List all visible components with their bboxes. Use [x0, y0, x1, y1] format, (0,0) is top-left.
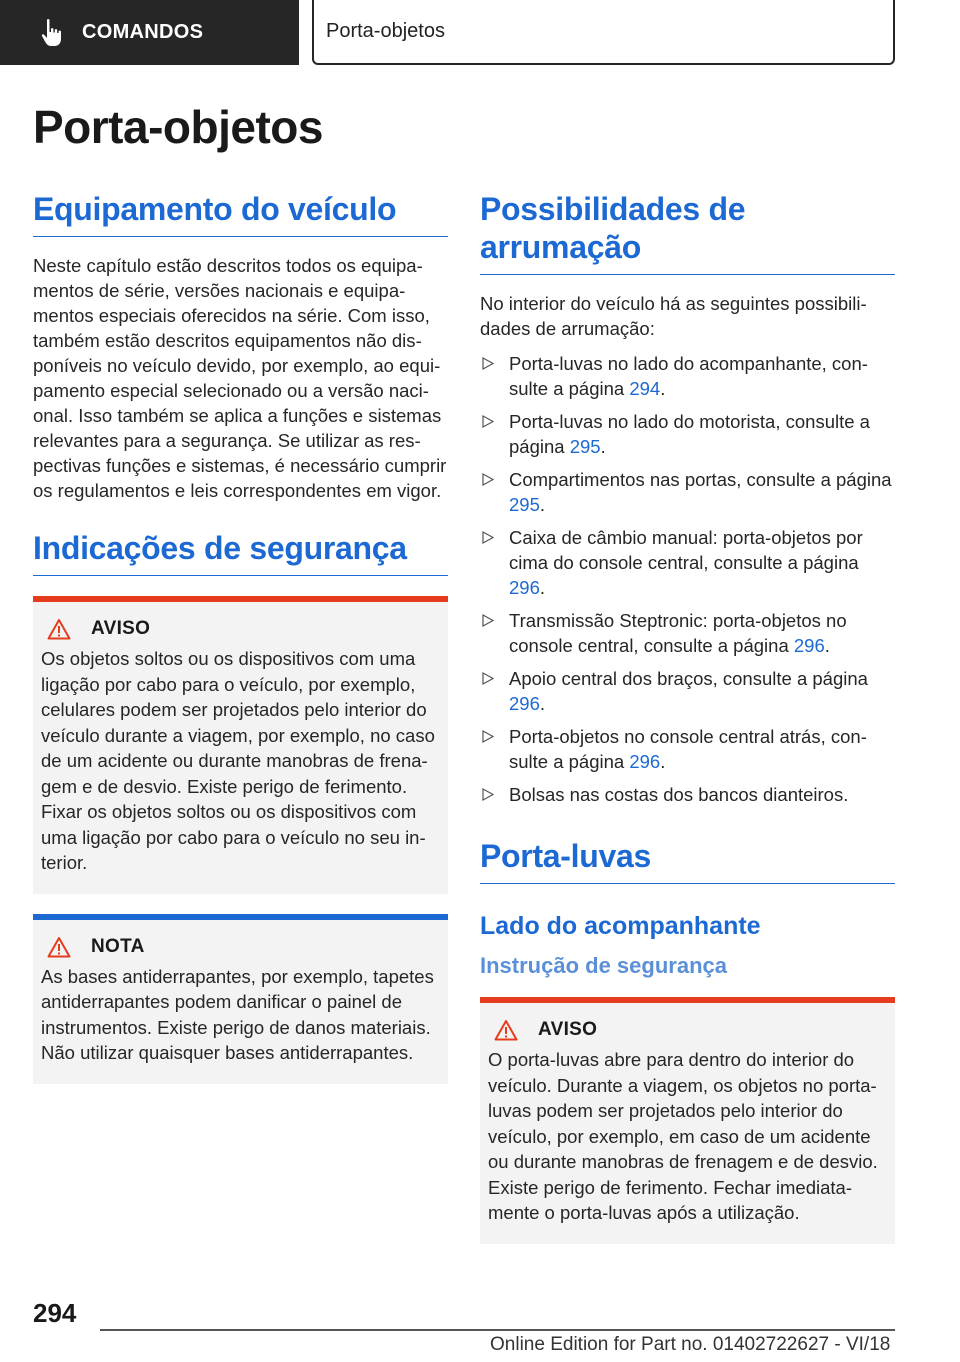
section-label: COMANDOS [82, 21, 204, 43]
list-item: Porta-objetos no console central atrás, consulte a página 296. [480, 724, 895, 774]
page-link[interactable]: 296 [509, 577, 540, 598]
note-text: As bases antiderrapantes, por exemplo, tapetes antiderrapantes podem danificar o painel de instrumentos. Existe perigo de danos materiais. Não utilizar quaisquer bases antiderrapantes. [41, 965, 434, 1063]
triangle-bullet-icon [482, 672, 494, 685]
triangle-bullet-icon [482, 730, 494, 743]
storage-list [480, 351, 895, 807]
note-box-nota [33, 914, 448, 1084]
triangle-bullet-icon [482, 415, 494, 428]
list-item: Transmissão Steptronic: porta-objetos no console central, consulte a página 296. [480, 608, 895, 658]
list-item: Apoio central dos braços, consulte a página 296. [480, 666, 895, 716]
note-title: NOTA [91, 935, 145, 957]
warning-triangle-icon [47, 936, 71, 958]
warning-triangle-icon [494, 1019, 518, 1041]
chapter-header [312, 0, 895, 65]
heading-instrucao-seguranca: Instrução de segurança [480, 953, 727, 978]
page-link[interactable]: 295 [569, 436, 601, 457]
page-link[interactable]: 296 [793, 635, 825, 656]
heading-seguranca: Indicações de segurança [33, 529, 448, 576]
possibilidades-intro: No interior do veículo há as seguintes possibilidades de arrumação: [480, 293, 867, 339]
section-tab[interactable] [0, 0, 299, 65]
warning-text: O porta-luvas abre para dentro do interior do veículo. Durante a viagem, os objetos no porta-luvas podem ser projetados pelo interior do veículo, por exemplo, em caso de um acidente ou durante manobras de frenagem e de desvio. Existe perigo de ferimento. Fechar imediatamente o porta-luvas após a utilização. [488, 1049, 878, 1223]
heading-lado-acompanhante: Lado do acompanhante [480, 912, 761, 940]
page-link[interactable]: 296 [509, 693, 540, 714]
warning-title: AVISO [538, 1019, 598, 1040]
warning-title: AVISO [91, 618, 151, 639]
triangle-bullet-icon [482, 788, 494, 801]
triangle-bullet-icon [482, 531, 494, 544]
page-link[interactable]: 296 [629, 751, 661, 772]
heading-porta-luvas: Porta-luvas [480, 837, 895, 884]
warning-box-aviso-porta-luvas [480, 997, 895, 1244]
warning-text: Os objetos soltos ou os dispositivos com uma ligação por cabo para o veículo, por exemplo, celulares podem ser projetados pelo interior do veículo durante a viagem, por exemplo, no caso de um acidente ou durante manobras de frenagem e de desvio. Existe perigo de ferimento. Fixar os objetos soltos ou os dispositivos com uma ligação por cabo para o veículo no seu interior. [41, 648, 435, 873]
triangle-bullet-icon [482, 473, 494, 486]
page-title: Porta-objetos [33, 101, 323, 153]
equipamento-text: Neste capítulo estão descritos todos os equipamentos de série, versões nacionais e equipamentos especiais oferecidos na série. Com isso, também estão descritos equipamentos não disponíveis no veículo devido, por exemplo, ao equipamento especial selecionado ou a versão nacional. Isso também se aplica a funções e sistemas relevantes para a segurança. Se utilizar as respectivas funções e sistemas, é necessário cumprir os regulamentos e leis correspondentes em vigor. [33, 255, 447, 501]
right-column [480, 190, 895, 1244]
page-number: 294 [33, 1298, 77, 1328]
heading-possibilidades: Possibilidades de arrumação [480, 190, 895, 275]
hand-pointer-icon [40, 18, 66, 48]
page-link[interactable]: 294 [629, 378, 661, 399]
warning-triangle-icon [47, 618, 71, 640]
page-link[interactable]: 295 [509, 494, 540, 515]
footer-edition: Online Edition for Part no. 01402722627 - VI/18 [490, 1334, 891, 1355]
list-item: Compartimentos nas portas, consulte a página 295. [480, 467, 895, 517]
list-item: Bolsas nas costas dos bancos dianteiros. [480, 782, 895, 807]
triangle-bullet-icon [482, 357, 494, 370]
warning-box-aviso [33, 596, 448, 894]
triangle-bullet-icon [482, 614, 494, 627]
list-item: Porta-luvas no lado do motorista, consulte a página 295. [480, 409, 895, 459]
heading-equipamento: Equipamento do veículo [33, 190, 448, 237]
list-item: Caixa de câmbio manual: porta-objetos por cima do console central, consulte a página 296. [480, 525, 895, 600]
footer-divider [100, 1329, 895, 1331]
left-column [33, 190, 448, 1084]
chapter-label: Porta-objetos [326, 20, 445, 42]
list-item: Porta-luvas no lado do acompanhante, consulte a página 294. [480, 351, 895, 401]
